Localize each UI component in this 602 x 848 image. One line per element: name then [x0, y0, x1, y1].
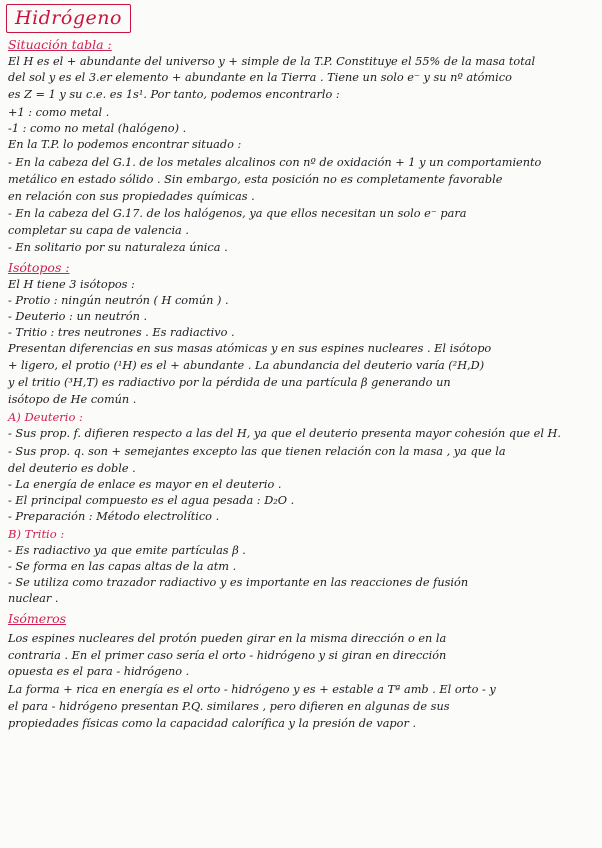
text-line: opuesta es el para - hidrógeno . — [8, 665, 190, 678]
text-line: Los espines nucleares del protón pueden girar en la misma dirección o en la — [8, 632, 447, 645]
text-line: metálico en estado sólido . Sin embargo, esta posición no es completamente favorable — [8, 173, 503, 186]
text-line: - Sus prop. f. difieren respecto a las del H, ya que el deuterio presenta mayor cohesión que el H. — [8, 427, 561, 440]
subheading-tritio: B) Tritio : — [8, 527, 65, 541]
text-line: La forma + rica en energía es el orto - hidrógeno y es + estable a Tª amb . El orto - y — [8, 683, 496, 696]
text-line: - Es radiactivo ya que emite partículas β . — [8, 544, 246, 557]
text-line: - El principal compuesto es el agua pesada : D₂O . — [8, 494, 295, 507]
text-line: del sol y es el 3.er elemento + abundante en la Tierra . Tiene un solo e⁻ y su nº atómico — [8, 71, 512, 84]
text-line: +1 : como metal . — [8, 106, 110, 119]
text-line: y el tritio (³H,T) es radiactivo por la pérdida de una partícula β generando un — [8, 376, 451, 389]
text-line: - Protio : ningún neutrón ( H común ) . — [8, 294, 229, 307]
text-line: propiedades físicas como la capacidad calorífica y la presión de vapor . — [8, 717, 417, 730]
text-line: - La energía de enlace es mayor en el deuterio . — [8, 478, 282, 491]
text-line: - Deuterio : un neutrón . — [8, 310, 148, 323]
text-line: isótopo de He común . — [8, 393, 137, 406]
text-line: Presentan diferencias en sus masas atómicas y en sus espines nucleares . El isótopo — [8, 342, 492, 355]
text-line: es Z = 1 y su c.e. es 1s¹. Por tanto, podemos encontrarlo : — [8, 88, 340, 101]
text-line: - Sus prop. q. son + semejantes excepto las que tienen relación con la masa , ya que la — [8, 445, 506, 458]
text-line: en relación con sus propiedades químicas . — [8, 190, 255, 203]
text-line: El H tiene 3 isótopos : — [8, 278, 135, 291]
text-line: + ligero, el protio (¹H) es el + abundante . La abundancia del deuterio varía (²H,D) — [8, 359, 485, 372]
subheading-deuterio: A) Deuterio : — [8, 410, 83, 424]
text-line: del deuterio es doble . — [8, 462, 136, 475]
text-line: contraria . En el primer caso sería el orto - hidrógeno y si giran en dirección — [8, 649, 447, 662]
text-line: - Preparación : Método electrolítico . — [8, 510, 220, 523]
text-line: El H es el + abundante del universo y + simple de la T.P. Constituye el 55% de la masa total — [8, 55, 536, 68]
text-line: el para - hidrógeno presentan P.Q. similares , pero difieren en algunas de sus — [8, 700, 450, 713]
text-line: - En la cabeza del G.1. de los metales alcalinos con nº de oxidación + 1 y un comportamiento — [8, 156, 542, 169]
text-line: completar su capa de valencia . — [8, 224, 189, 237]
text-line: En la T.P. lo podemos encontrar situado : — [8, 138, 242, 151]
section-heading-situacion: Situación tabla : — [8, 37, 112, 52]
section-heading-isomeros: Isómeros — [8, 611, 67, 626]
text-line: - Tritio : tres neutrones . Es radiactivo . — [8, 326, 235, 339]
page-title: Hidrógeno — [6, 4, 131, 33]
section-heading-isotopos: Isótopos : — [8, 260, 70, 275]
text-line: nuclear . — [8, 592, 59, 605]
text-line: - Se forma en las capas altas de la atm . — [8, 560, 237, 573]
text-line: - En solitario por su naturaleza única . — [8, 241, 228, 254]
text-line: - En la cabeza del G.17. de los halógenos, ya que ellos necesitan un solo e⁻ para — [8, 207, 467, 220]
text-line: -1 : como no metal (halógeno) . — [8, 122, 187, 135]
text-line: - Se utiliza como trazador radiactivo y es importante en las reacciones de fusión — [8, 576, 469, 589]
